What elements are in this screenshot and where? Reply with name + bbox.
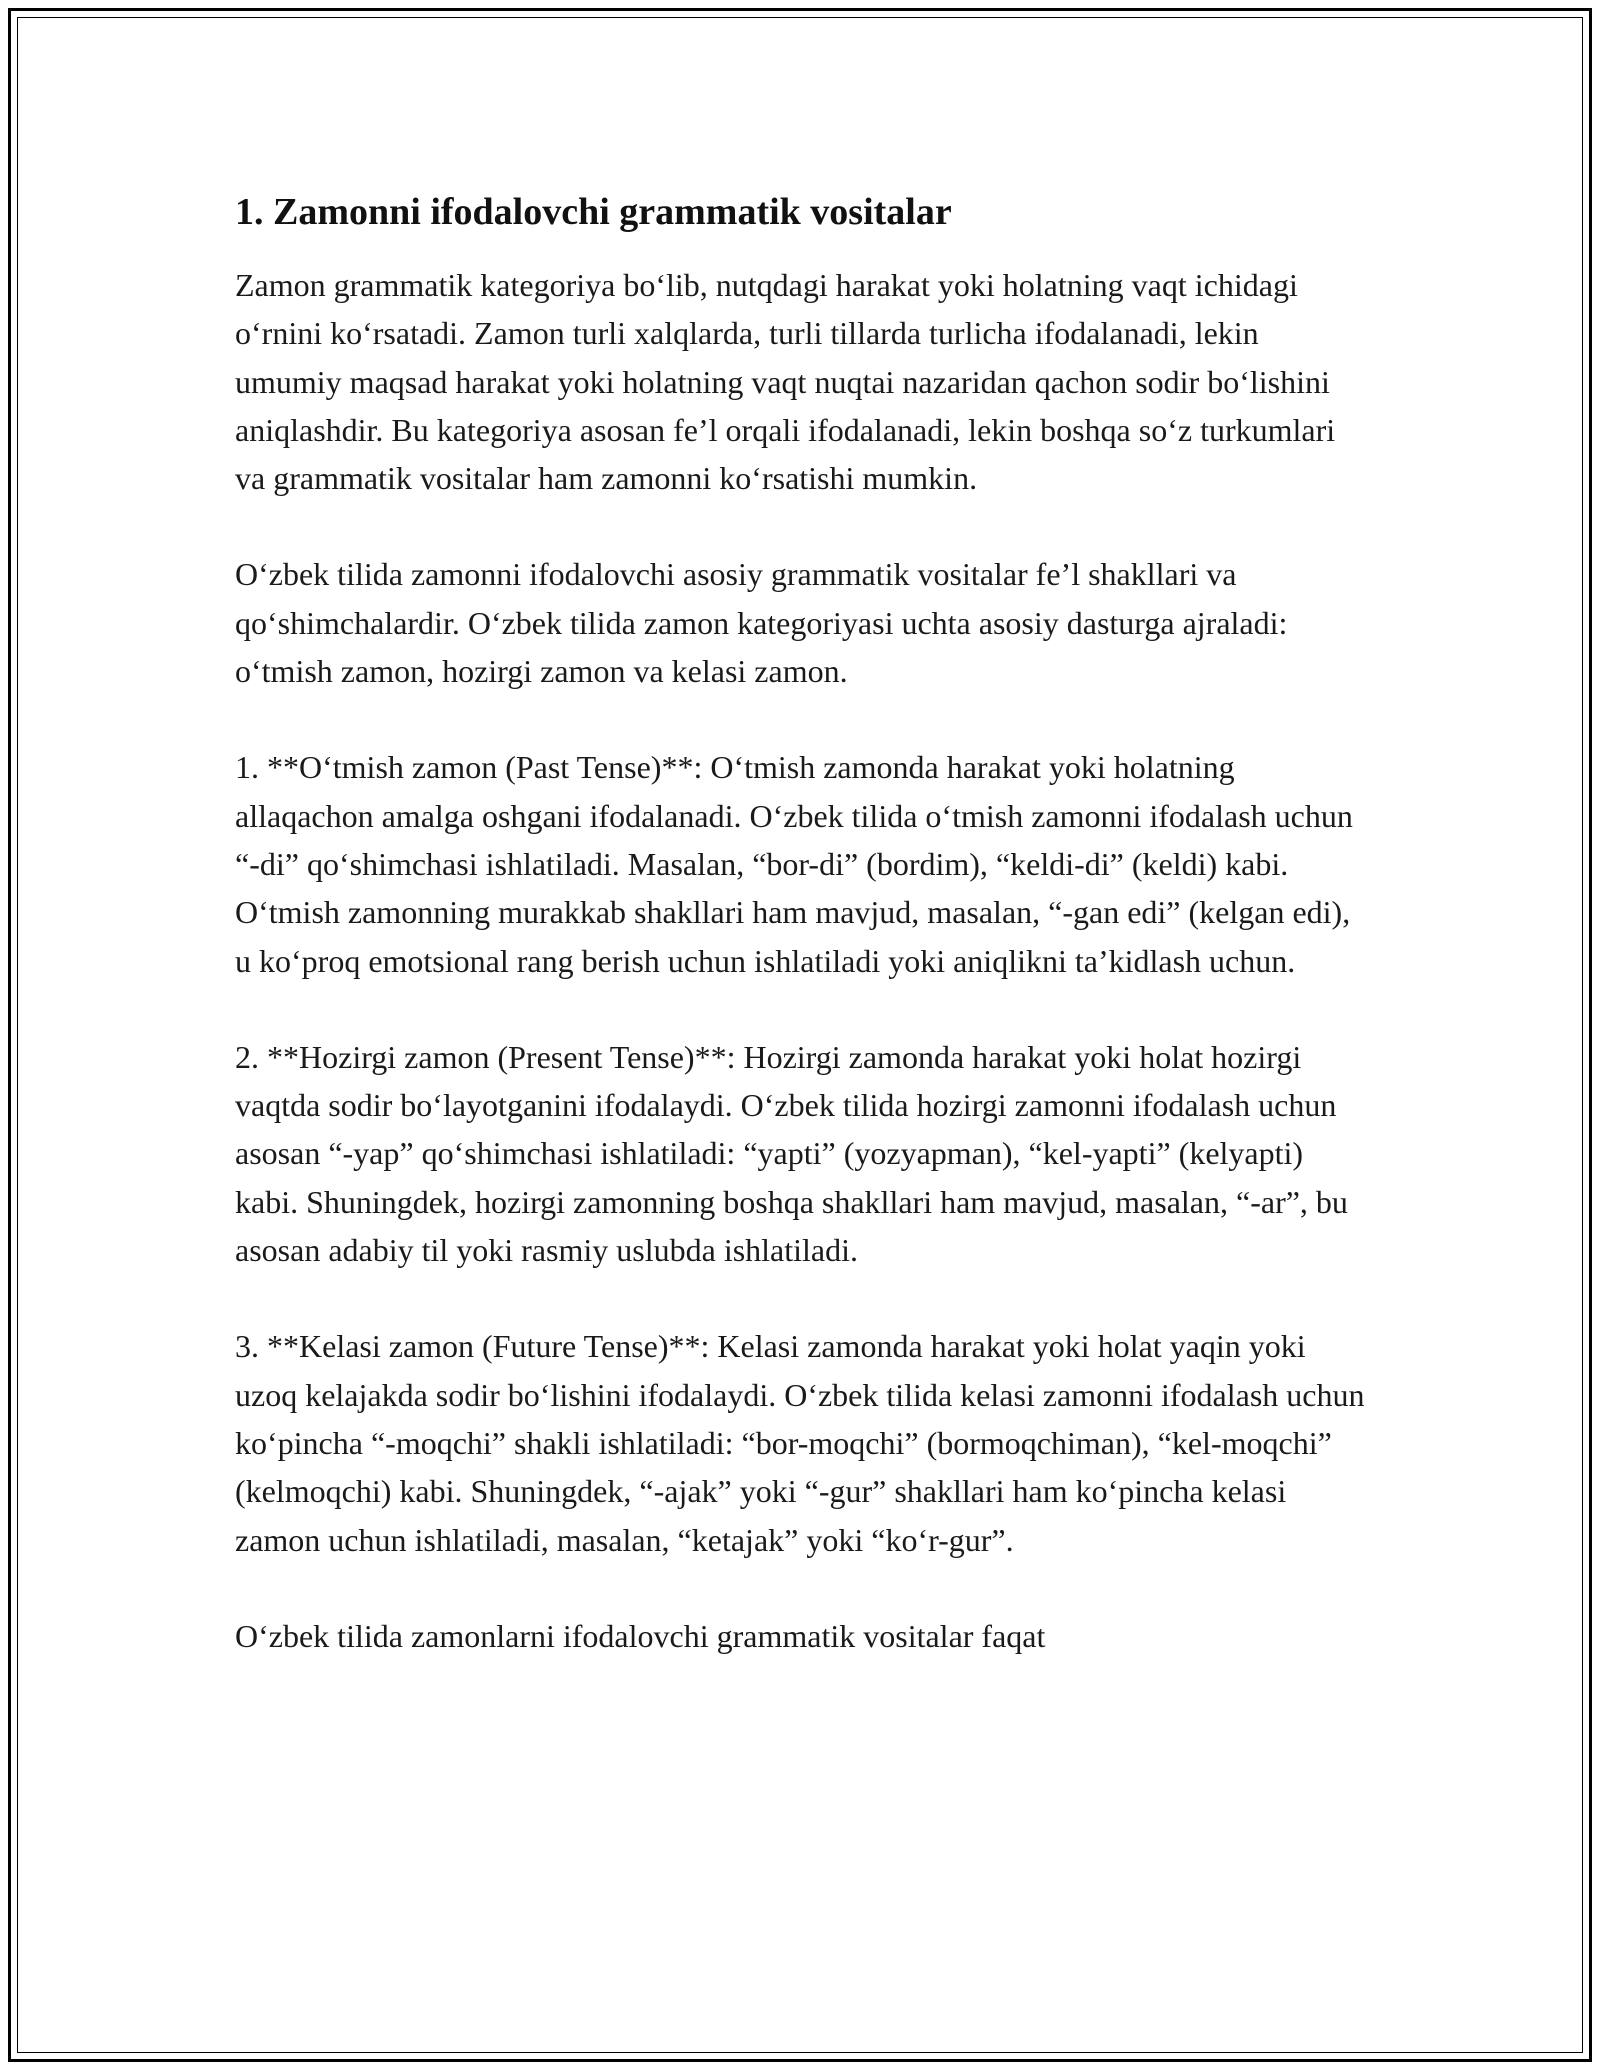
paragraph-uzbek-overview: O‘zbek tilida zamonni ifodalovchi asosiy grammatik vositalar fe’l shakllari va qo‘shimchalardir. O‘zbek tilida zamon kategoriyasi uchta asosiy dasturga ajraladi: o‘tmish zamon, hozirgi zamon va kelasi zamon. [235,556,1288,690]
paragraph-conclusion: O‘zbek tilida zamonlarni ifodalovchi grammatik vositalar faqat [235,1617,1046,1654]
paragraph-intro: Zamon grammatik kategoriya bo‘lib, nutqdagi harakat yoki holatning vaqt ichidagi o‘rnini ko‘rsatadi. Zamon turli xalqlarda, turli tillarda turlicha ifodalanadi, lekin umumiy maqsad harakat yoki holatning vaqt nuqtai nazaridan qachon sodir bo‘lishini aniqlashdir. Bu kategoriya asosan fe’l orqali ifodalanadi, lekin boshqa so‘z turkumlari va grammatik vositalar ham zamonni ko‘rsatishi mumkin. [235,267,1336,497]
paragraph-future-tense: 3. **Kelasi zamon (Future Tense)**: Kelasi zamonda harakat yoki holat yaqin yoki uzoq kelajakda sodir bo‘lishini ifodalaydi. O‘zbek tilida kelasi zamonni ifodalash uchun ko‘pincha “-moqchi” shakli ishlatiladi: “bor-moqchi” (bormoqchiman), “kel-moqchi” (kelmoqchi) kabi. Shuningdek, “-ajak” yoki “-gur” shakllari ham ko‘pincha kelasi zamon uchun ishlatiladi, masalan, “ketajak” yoki “ko‘r-gur”. [235,1328,1365,1558]
paragraph-present-tense: 2. **Hozirgi zamon (Present Tense)**: Hozirgi zamonda harakat yoki holat hozirgi vaqtda sodir bo‘layotganini ifodalaydi. O‘zbek tilida hozirgi zamonni ifodalash uchun asosan “-yap” qo‘shimchasi ishlatiladi: “yapti” (yozyapman), “kel-yapti” (kelyapti) kabi. Shuningdek, hozirgi zamonning boshqa shakllari ham mavjud, masalan, “-ar”, bu asosan adabiy til yoki rasmiy uslubda ishlatiladi. [235,1038,1348,1269]
paragraph-past-tense: 1. **O‘tmish zamon (Past Tense)**: O‘tmish zamonda harakat yoki holatning allaqachon amalga oshgani ifodalanadi. O‘zbek tilida o‘tmish zamonni ifodalash uchun “-di” qo‘shimchasi ishlatiladi. Masalan, “bor-di” (bordim), “keldi-di” (keldi) kabi. O‘tmish zamonning murakkab shakllari ham mavjud, masalan, “-gan edi” (kelgan edi), u ko‘proq emotsional rang berish uchun ishlatiladi yoki aniqlikni ta’kidlash uchun. [235,749,1353,979]
document-body [235,188,1370,1660]
page-title: 1. Zamonni ifodalovchi grammatik vositalar [235,191,952,233]
